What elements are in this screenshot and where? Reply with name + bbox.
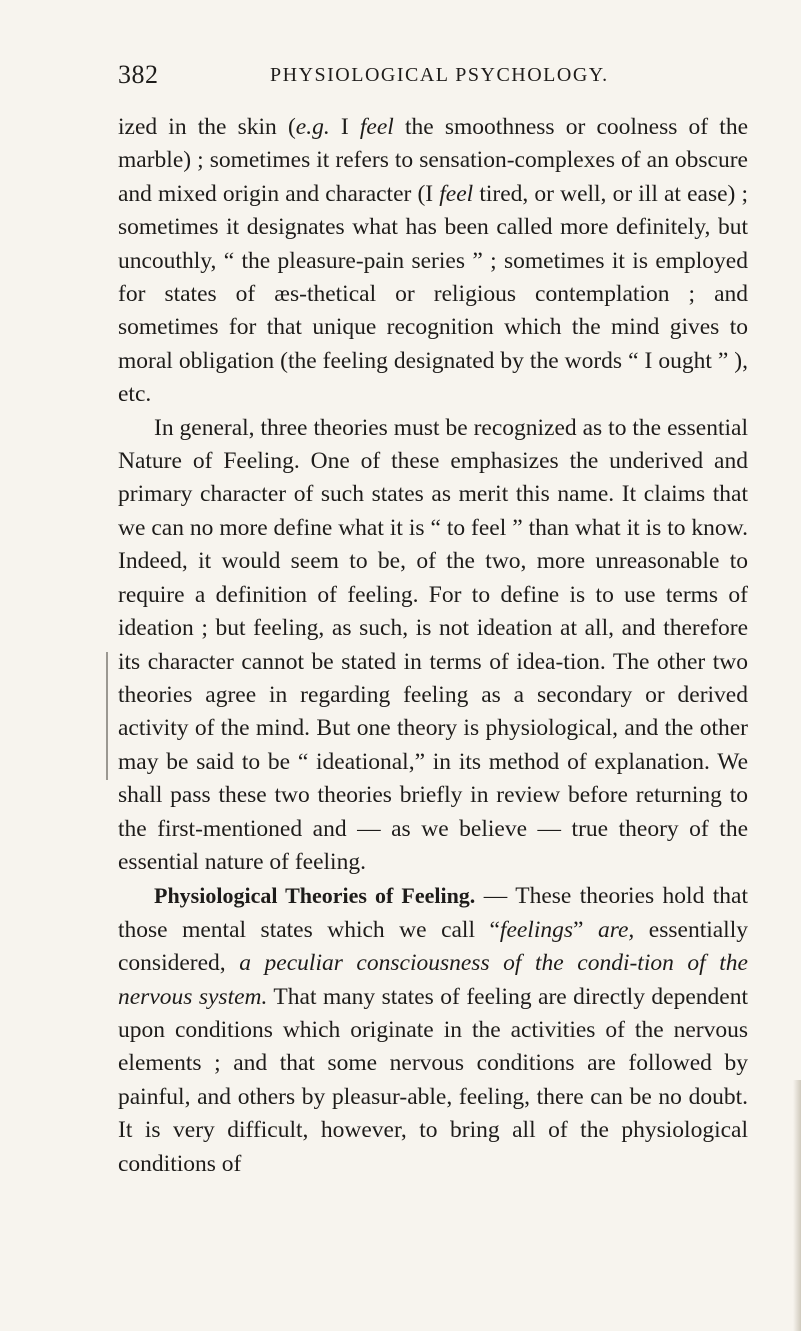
feel-italic: feel — [439, 180, 474, 207]
paragraph-2: In general, three theories must be recognized as to the essential Nature of Feeling. One of these emphasizes the underived and primary character of such states as merit this name. It claims that we can no more define what it is “ to feel ” than what it is to know. Indeed, it would seem to be, of the two, more unreasonable to require a definition of feeling. For to define is to use terms of ideation ; but feeling, as such, is not ideation at all, and therefore its character cannot be stated in terms of idea-tion. The other two theories agree in regarding feeling as a secondary or derived activity of the mind. But one theory is physiological, and the other may be said to be “ ideational,” in its method of explanation. We shall pass these two theories briefly in review before returning to the first-mentioned and — as we believe — true theory of the essential nature of feeling. — [118, 414, 748, 875]
page-number: 382 — [118, 60, 159, 89]
paragraph-1: ized in the skin (e.g. I feel the smoothness or coolness of the marble) ; sometimes it refers to sensation-complexes of an obscure and mixed origin and character (I feel tired, or well, or ill at ease) ; sometimes it designates what has been called more definitely, but uncouthly, “ the pleasure-pain series ” ; sometimes it is employed for states of æs-thetical or religious contemplation ; and sometimes for that unique recognition which the mind gives to moral obligation (the feeling designated by the words “ I ought ” ), etc. — [118, 114, 749, 408]
margin-pencil-mark — [106, 652, 108, 780]
section-heading: Physiological Theories of Feeling. — [154, 883, 476, 909]
body-text — [118, 111, 748, 1181]
page-header — [118, 60, 748, 96]
running-title: PHYSIOLOGICAL PSYCHOLOGY. — [270, 64, 609, 86]
are-italic: are, — [597, 916, 635, 943]
definition-italic: a peculiar consciousness of the condi-tion of the nervous system. — [118, 950, 748, 1010]
page-edge-shadow — [793, 1080, 801, 1331]
feelings-italic: feelings — [499, 916, 574, 943]
eg-italic: e.g. — [295, 114, 330, 140]
paragraph-3: Physiological Theories of Feeling. — These theories hold that those mental states which we call “feelings” are, essentially considered, a peculiar consciousness of the condi-tion of the nervous system. That many states of feeling are directly dependent upon conditions which originate in the activities of the nervous elements ; and that some nervous conditions are followed by painful, and others by pleasur-able, feeling, there can be no doubt. It is very difficult, however, to bring all of the physiological conditions of — [118, 883, 748, 1177]
feel-italic: feel — [359, 114, 394, 140]
